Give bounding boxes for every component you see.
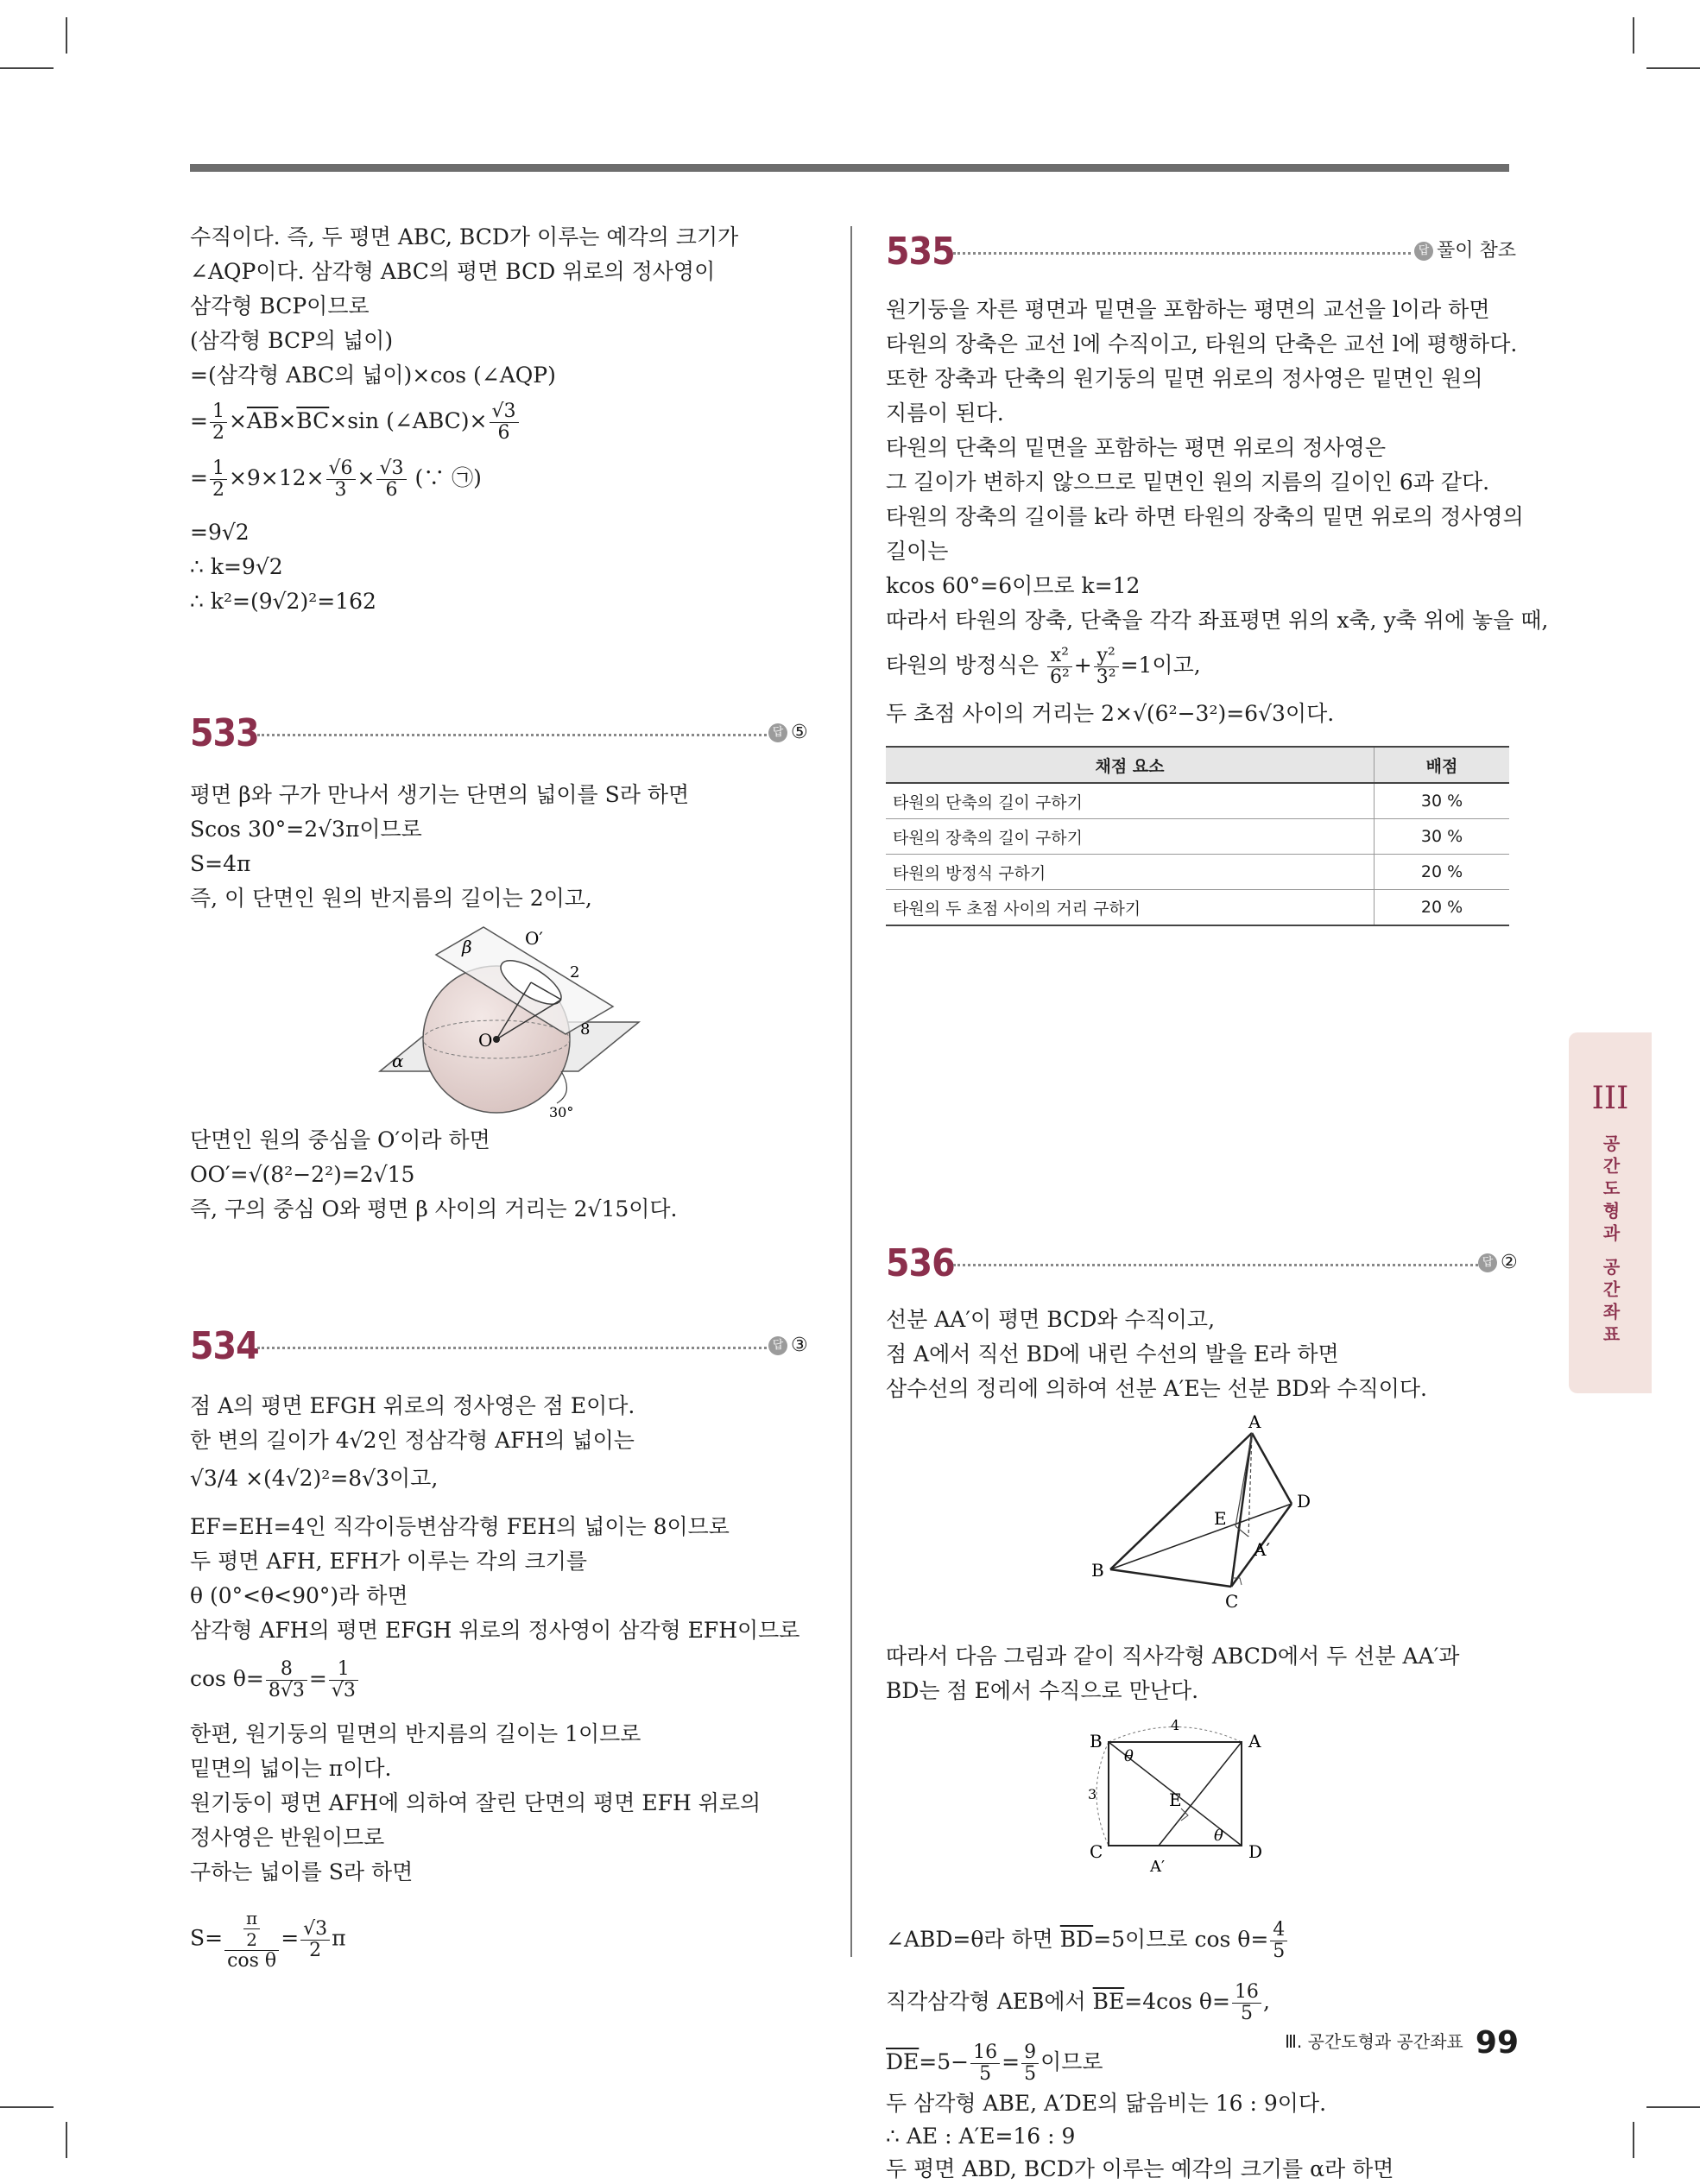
crop-mark — [1633, 17, 1634, 54]
table-header: 채점 요소 — [886, 747, 1375, 783]
label-two: 2 — [570, 963, 580, 982]
footer-chapter: Ⅲ. 공간도형과 공간좌표 — [1285, 2031, 1463, 2052]
equation-line: 타원의 방정식은 $\frac{\text{x²}}{\text{6²}}$ + $\frac{\text{y²}}{\text{3²}}$ =1이고, — [886, 645, 1201, 688]
table-cell: 20 % — [1375, 855, 1510, 890]
text-line: 두 평면 AFH, EFH가 이루는 각의 크기를 — [190, 1549, 588, 1574]
page-number: 99 — [1475, 2025, 1519, 2061]
table-cell: 30 % — [1375, 819, 1510, 855]
table-cell: 타원의 방정식 구하기 — [886, 855, 1375, 890]
chapter-numeral: III — [1591, 1081, 1629, 1116]
crop-mark — [1646, 2106, 1700, 2108]
text-line: 두 평면 ABD, BCD가 이루는 예각의 크기를 α라 하면 — [886, 2156, 1394, 2181]
label-d: D — [1297, 1491, 1311, 1512]
text-line: 즉, 구의 중심 O와 평면 β 사이의 거리는 2√15이다. — [190, 1196, 678, 1221]
label-eight: 8 — [580, 1020, 591, 1038]
label-c2: C — [1090, 1841, 1103, 1862]
text-line: 점 A에서 직선 BD에 내린 수선의 발을 E라 하면 — [886, 1341, 1339, 1367]
label-a-prime2: A′ — [1150, 1858, 1166, 1876]
text-line: 즉, 이 단면인 원의 반지름의 길이는 2이고, — [190, 886, 592, 911]
label-a-prime: A′ — [1254, 1539, 1270, 1560]
text-line: 단면인 원의 중심을 O′이라 하면 — [190, 1127, 490, 1152]
table-cell: 타원의 단축의 길이 구하기 — [886, 783, 1375, 819]
header-rule — [190, 164, 1509, 172]
table-row — [886, 783, 1509, 819]
label-theta-b: θ — [1124, 1747, 1134, 1765]
answer-label: 답 ⑤ — [768, 718, 808, 748]
text-line: ∴ k²=(9√2)²=162 — [190, 589, 376, 614]
text-line: 수직이다. 즉, 두 평면 ABC, BCD가 이루는 예각의 크기가 — [190, 224, 739, 249]
fraction: $\frac{16}{5}$ — [970, 2042, 1000, 2085]
fraction: $\frac{\text{x²}}{\text{6²}}$ — [1047, 646, 1072, 688]
label-four: 4 — [1171, 1717, 1180, 1733]
text-line: 밑면의 넓이는 π이다. — [190, 1756, 392, 1781]
fraction: $\frac{\text{y²}}{\text{3²}}$ — [1094, 646, 1119, 688]
text-line: 구하는 넓이를 S라 하면 — [190, 1859, 414, 1884]
problem-header-534 — [190, 1324, 829, 1369]
center-point — [493, 1036, 500, 1043]
label-o-prime: O′ — [525, 928, 543, 949]
text-line: OO′=√(8²−2²)=2√15 — [190, 1162, 415, 1187]
leader-dots — [257, 734, 767, 736]
answer-label: 답 ② — [1478, 1248, 1518, 1278]
equation-line: ∠ABD=θ라 하면 $\overline{BD}=5$이므로 cos θ= $\frac{4}{5}$ — [886, 1920, 1289, 1962]
leader-dots — [953, 252, 1411, 255]
chapter-title: 공간도형과 공간좌표 — [1600, 1134, 1621, 1348]
text-line: ∴ k=9√2 — [190, 554, 283, 579]
text-line: 선분 AA′이 평면 BCD와 수직이고, — [886, 1307, 1216, 1332]
fraction: $\frac{√3}{6}$ — [490, 401, 519, 444]
problem-header-536 — [886, 1241, 1518, 1286]
text-line: kcos 60°=6이므로 k=12 — [886, 573, 1141, 598]
text-line: 그 길이가 변하지 않으므로 밑면인 원의 지름의 길이인 6과 같다. — [886, 470, 1490, 495]
text-line: 타원의 장축의 길이를 k라 하면 타원의 장축의 밑면 위로의 정사영의 — [886, 504, 1524, 529]
answer-mark-icon: 답 — [1478, 1253, 1497, 1272]
fraction: $\frac{1}{2}$ — [210, 401, 227, 444]
fraction: $\frac{\frac{\pi}{2}}{\text{cos θ}}$ — [224, 1908, 279, 1972]
text-line: 한 변의 길이가 4√2인 정삼각형 AFH의 넓이는 — [190, 1428, 635, 1453]
fraction: $\frac{8}{8√3}$ — [266, 1659, 307, 1701]
text-line: =9√2 — [190, 520, 250, 545]
label-d2: D — [1248, 1841, 1263, 1862]
text-line: Scos 30°=2√3π이므로 — [190, 817, 422, 842]
crop-mark — [1633, 2122, 1634, 2158]
text-line: EF=EH=4인 직각이등변삼각형 FEH의 넓이는 8이므로 — [190, 1514, 730, 1539]
equation-line: = $\frac{1}{2}$ $\times\overline{AB}\times\overline{BC}\times\sin$ (∠ABC)× $\frac{√3}{6}$ — [190, 401, 521, 444]
label-a: A — [1248, 1411, 1261, 1432]
chapter-side-tab — [1569, 1032, 1652, 1393]
label-angle: 30° — [549, 1104, 574, 1120]
text-line: 정사영은 반원이므로 — [190, 1825, 385, 1850]
table-cell: 타원의 두 초점 사이의 거리 구하기 — [886, 890, 1375, 926]
edge-ab — [1110, 1433, 1252, 1569]
crop-mark — [66, 2122, 67, 2158]
column-divider — [850, 226, 852, 1957]
text-line: 한편, 원기둥의 밑면의 반지름의 길이는 1이므로 — [190, 1721, 641, 1746]
label-b2: B — [1090, 1731, 1103, 1752]
problem-header-533 — [190, 711, 829, 756]
text-line: 원기둥을 자른 평면과 밑면을 포함하는 평면의 교선을 l이라 하면 — [886, 297, 1490, 322]
text-line: ∴ AE : A′E=16 : 9 — [886, 2124, 1076, 2149]
rectangle-figure — [1084, 1716, 1326, 1889]
crop-mark — [1646, 67, 1700, 69]
answer-label: 답 ③ — [768, 1331, 808, 1360]
crop-mark — [0, 2106, 54, 2108]
text-line: √3/4 ×(4√2)²=8√3이고, — [190, 1466, 439, 1491]
equation-line: S= $\frac{\frac{\pi}{2}}{\text{cos θ}}$ = $\frac{√3}{2}$ π — [190, 1908, 346, 1972]
edge-ad — [1252, 1433, 1292, 1504]
equation-line: 직각삼각형 AEB에서 $\overline{BE}=4\cos$ θ= $\frac{16}{5}$ , — [886, 1981, 1270, 2024]
table-row — [886, 855, 1509, 890]
text-line: BD는 점 E에서 수직으로 만난다. — [886, 1678, 1199, 1703]
problem-header-535 — [886, 230, 1517, 275]
sphere-plane-figure — [354, 920, 682, 1119]
fraction: $\frac{1}{2}$ — [210, 458, 227, 501]
text-line: 길이는 — [886, 539, 949, 564]
text-line: 두 삼각형 ABE, A′DE의 닮음비는 16 : 9이다. — [886, 2091, 1327, 2116]
label-e: E — [1214, 1508, 1227, 1529]
table-cell: 20 % — [1375, 890, 1510, 926]
text-line: 삼수선의 정리에 의하여 선분 A′E는 선분 BD와 수직이다. — [886, 1376, 1427, 1401]
problem-number: 535 — [886, 230, 955, 274]
label-e2: E — [1169, 1789, 1182, 1810]
dim-arc-left — [1096, 1742, 1109, 1846]
text-line: 따라서 타원의 장축, 단축을 각각 좌표평면 위의 x축, y축 위에 놓을 때, — [886, 608, 1549, 633]
text-line: 두 초점 사이의 거리는 2×√(6²−3²)=6√3이다. — [886, 701, 1335, 726]
text-line: 삼각형 BCP이므로 — [190, 294, 370, 319]
answer-mark-icon: 답 — [768, 1336, 787, 1355]
fraction: $\frac{16}{5}$ — [1232, 1982, 1261, 2024]
table-row — [886, 890, 1509, 926]
text-line: 또한 장축과 단축의 원기둥의 밑면 위로의 정사영은 밑면인 원의 — [886, 366, 1483, 391]
problem-number: 533 — [190, 711, 259, 755]
fraction: $\frac{√3}{6}$ — [376, 458, 406, 501]
crop-mark — [0, 67, 54, 69]
text-line: 삼각형 AFH의 평면 EFGH 위로의 정사영이 삼각형 EFH이므로 — [190, 1618, 800, 1643]
problem-number: 534 — [190, 1324, 259, 1368]
text-line: ∠AQP이다. 삼각형 ABC의 평면 BCD 위로의 정사영이 — [190, 259, 716, 284]
crop-mark — [66, 17, 67, 54]
fraction: $\frac{√6}{3}$ — [326, 458, 356, 501]
table-header-row — [886, 747, 1509, 783]
text-line: 원기둥이 평면 AFH에 의하여 잘린 단면의 평면 EFH 위로의 — [190, 1790, 762, 1815]
table-cell: 타원의 장축의 길이 구하기 — [886, 819, 1375, 855]
label-a2: A — [1248, 1731, 1261, 1752]
equation-line: cos θ= $\frac{8}{8√3}$ = $\frac{1}{√3}$ — [190, 1659, 360, 1701]
text-line: (삼각형 BCP의 넓이) — [190, 328, 394, 353]
answer-label: 답 풀이 참조 — [1414, 237, 1516, 266]
text-line: =(삼각형 ABC의 넓이)×cos (∠AQP) — [190, 363, 556, 388]
fraction: $\frac{√3}{2}$ — [300, 1919, 330, 1961]
text-line: 타원의 장축은 교선 l에 수직이고, 타원의 단축은 교선 l에 평행하다. — [886, 331, 1518, 357]
label-c: C — [1225, 1591, 1239, 1612]
label-beta: β — [462, 937, 472, 957]
answer-mark-icon: 답 — [768, 723, 787, 742]
label-theta-d: θ — [1214, 1827, 1223, 1845]
text-line: θ (0°<θ<90°)라 하면 — [190, 1583, 408, 1608]
fraction: $\frac{9}{5}$ — [1021, 2042, 1039, 2085]
page-footer — [1285, 2025, 1519, 2061]
text-line: 타원의 단축의 밑면을 포함하는 평면 위로의 정사영은 — [886, 435, 1386, 460]
label-b: B — [1091, 1560, 1104, 1581]
equation-line: $\overline{DE}=5-$ $\frac{16}{5}$ = $\frac{9}{5}$ 이므로 — [886, 2042, 1103, 2085]
leader-dots — [257, 1347, 767, 1349]
text-line: 지름이 된다. — [886, 401, 1004, 426]
label-alpha: α — [392, 1051, 404, 1071]
table-cell: 30 % — [1375, 783, 1510, 819]
scoring-table — [886, 746, 1509, 926]
table-header: 배점 — [1375, 747, 1510, 783]
table-row — [886, 819, 1509, 855]
text-line: 따라서 다음 그림과 같이 직사각형 ABCD에서 두 선분 AA′과 — [886, 1644, 1460, 1669]
label-three: 3 — [1088, 1786, 1097, 1802]
label-o: O — [478, 1030, 493, 1051]
text-line: S=4π — [190, 851, 251, 876]
text-line: 평면 β와 구가 만나서 생기는 단면의 넓이를 S라 하면 — [190, 782, 690, 807]
fraction: $\frac{4}{5}$ — [1270, 1920, 1287, 1962]
leader-dots — [953, 1264, 1478, 1266]
answer-mark-icon: 답 — [1414, 242, 1433, 261]
equation-line: = $\frac{1}{2}$ ×9×12× $\frac{√6}{3}$ × $\frac{√3}{6}$ (∵ ㉠) — [190, 458, 482, 501]
problem-number: 536 — [886, 1241, 955, 1285]
tetrahedron-figure — [1084, 1411, 1343, 1612]
edge-bc — [1110, 1569, 1231, 1587]
fraction: $\frac{1}{√3}$ — [329, 1659, 358, 1701]
text-line: 점 A의 평면 EFGH 위로의 정사영은 점 E이다. — [190, 1393, 635, 1418]
